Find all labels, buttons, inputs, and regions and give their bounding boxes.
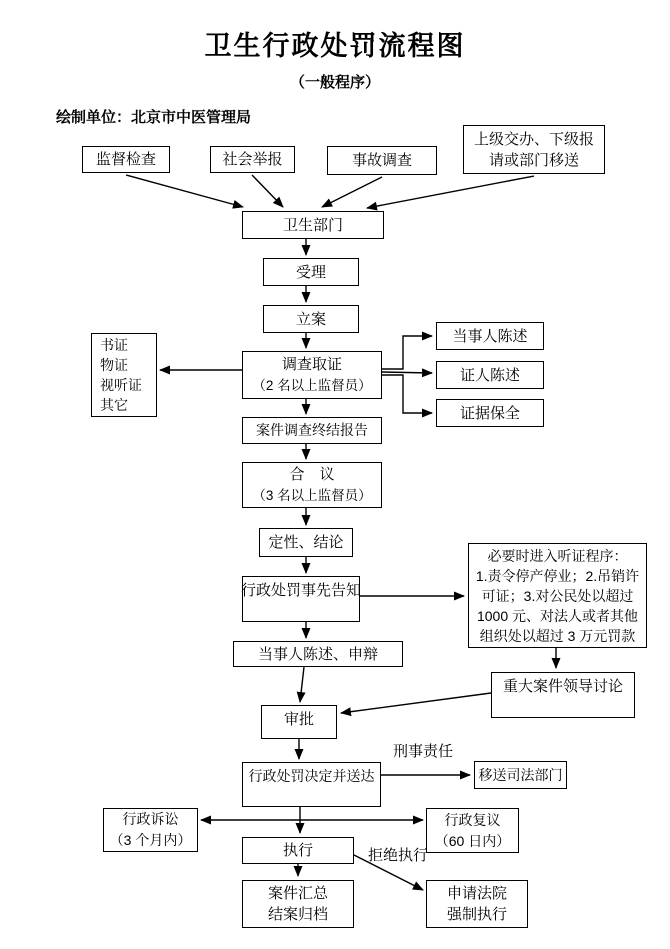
node-litigation: 行政诉讼 （3 个月内） xyxy=(103,808,198,852)
page-title: 卫生行政处罚流程图 xyxy=(204,31,466,61)
node-case-report: 案件调查终结报告 xyxy=(242,417,382,444)
node-evidence-preserve: 证据保全 xyxy=(436,399,544,427)
node-conclusion: 定性、结论 xyxy=(259,528,353,557)
node-major-case: 重大案件领导讨论 xyxy=(491,672,635,718)
node-review: 行政复议 （60 日内） xyxy=(426,808,519,853)
node-accept: 受理 xyxy=(263,258,359,286)
node-report: 社会举报 xyxy=(210,146,295,173)
node-transfer-judicial: 移送司法部门 xyxy=(474,761,567,789)
node-court-enforce: 申请法院 强制执行 xyxy=(426,880,528,928)
node-witness-statement: 证人陈述 xyxy=(436,361,544,389)
node-health-dept: 卫生部门 xyxy=(242,211,384,239)
node-archive: 案件汇总 结案归档 xyxy=(242,880,354,928)
node-prior-notice: 行政处罚事先告知 xyxy=(242,576,360,622)
node-investigate: 调查取证 （2 名以上监督员） xyxy=(242,351,382,399)
node-party-statement: 当事人陈述 xyxy=(436,322,544,350)
label-refuse-execute: 拒绝执行 xyxy=(368,847,429,864)
node-evidence-types: 书证 物证 视听证 其它 xyxy=(91,333,157,417)
node-approval: 审批 xyxy=(261,705,337,739)
node-accident: 事故调查 xyxy=(327,146,437,175)
node-hearing: 必要时进入听证程序： 1.责令停产停业；2.吊销许 可证；3.对公民处以超过 1000 元、对法人或者其他 组织处以超过 3 万元罚款 xyxy=(468,543,647,648)
drafter-label: 绘制单位：北京市中医管理局 xyxy=(56,109,252,126)
node-execute: 执行 xyxy=(242,837,354,864)
node-party-defense: 当事人陈述、申辩 xyxy=(233,641,403,667)
node-supervise: 监督检查 xyxy=(82,146,170,173)
node-higher-transfer: 上级交办、下级报 请或部门移送 xyxy=(463,125,605,174)
node-decision: 行政处罚决定并送达 xyxy=(242,762,381,807)
page-subtitle: （一般程序） xyxy=(289,74,380,91)
node-deliberation: 合 议 （3 名以上监督员） xyxy=(242,462,382,508)
label-criminal-liability: 刑事责任 xyxy=(393,743,454,760)
node-filing: 立案 xyxy=(263,305,359,333)
